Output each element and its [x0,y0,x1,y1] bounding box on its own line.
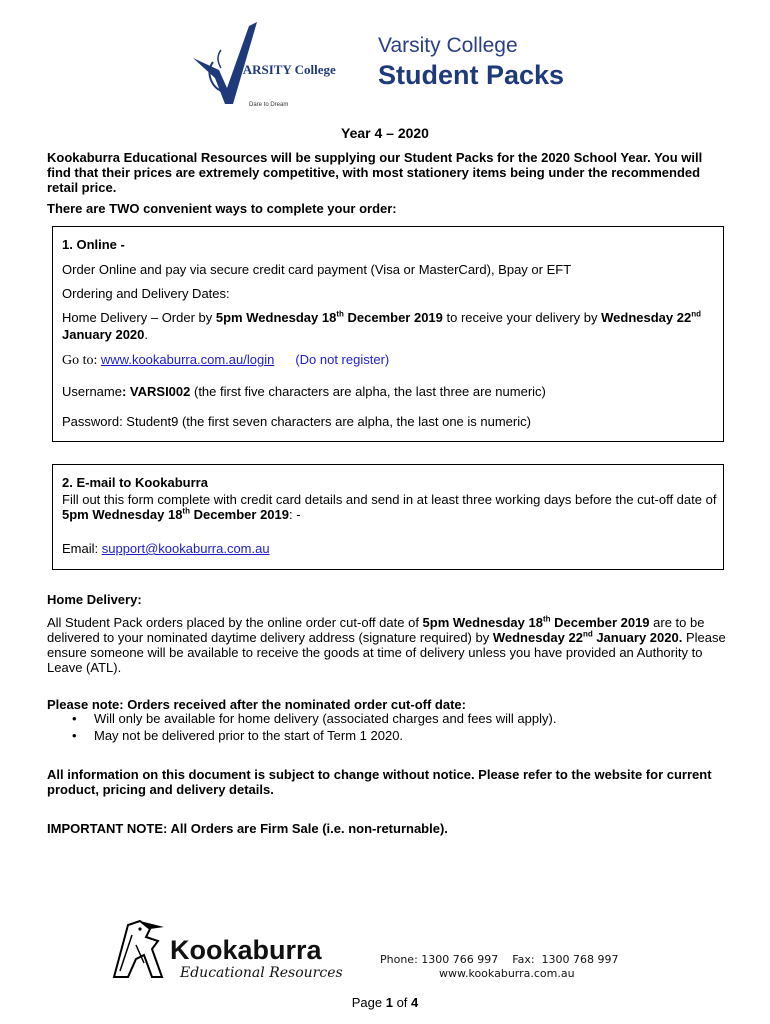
delivery-arrival-date: Wednesday 22nd January 2020 [62,309,701,342]
email-order-box [52,464,724,570]
do-not-register-note: (Do not register) [295,352,390,367]
email-text-a: Fill out this form complete with credit card details and send in at least three working days before the cut-off date of [62,492,717,507]
username-line [62,384,712,399]
password-line: Password: Student9 (the first seven characters are alpha, the last one is numeric) [62,414,531,429]
login-link[interactable]: www.kookaburra.com.au/login [100,352,275,367]
phone-number: Phone: 1300 766 997 [380,953,499,966]
varsity-college-logo [185,18,336,110]
list-item-text: May not be delivered prior to the start of Term 1 2020. [94,728,404,743]
online-dates-label: Ordering and Delivery Dates: [62,286,230,301]
late-orders-list [47,711,727,745]
intro-paragraph: Kookaburra Educational Resources will be supplying our Student Packs for the 2020 School Year. You will find that their prices are extremely competitive, with most stationery items being under the recommended retail price. [47,150,703,195]
online-payment-line: Order Online and pay via secure credit card payment (Visa or MasterCard), Bpay or EFT [62,262,572,277]
delivery-text-d: to receive your delivery by [442,310,602,325]
delivery-cutoff-date: 5pm Wednesday 18th December 2019 [215,309,443,325]
online-delivery-text: Home Delivery – Order by 5pm Wednesday 18th December 2019 to receive your delivery by Wednesday 22nd January 2020. [62,309,701,342]
goto-label: Go to: [62,353,101,368]
fax-number: Fax: 1300 768 997 [512,953,619,966]
username-value: : VARSI002 [121,384,191,399]
home-delivery-paragraph: All Student Pack orders placed by the online order cut-off date of 5pm Wednesday 18th December 2019 are to be delivered to your nominated daytime delivery address (signature required) by Wednesday 22nd January 2020. Please ensure someone will be available to receive the goods at time of delivery unless you have provided an Authority to Leave (ATL). [47,614,726,675]
order-ways-heading: There are TWO convenient ways to complete your order: [47,201,397,216]
goto-line [62,352,712,368]
email-cutoff-date: 5pm Wednesday 18th December 2019 [62,506,289,522]
email-line [62,541,712,556]
username-note: (the first five characters are alpha, the last three are numeric) [190,384,546,399]
online-order-box [52,226,724,442]
support-email-link[interactable]: support@kookaburra.com.au [101,541,270,556]
list-item [47,728,727,745]
email-instructions: Fill out this form complete with credit card details and send in at least three working days before the cut-off date of 5pm Wednesday 18th December 2019: - [62,492,717,522]
logo-tagline: Dare to Dream [249,102,289,108]
home-delivery-heading: Home Delivery: [47,592,142,607]
contact-info [380,953,680,981]
late-orders-heading: Please note: Orders received after the nominated order cut-off date: [47,697,466,712]
header-title-line2: Student Packs [378,60,565,90]
logo-varsity-text: VARSITY College [235,62,336,77]
kookaburra-logo [106,915,356,985]
header-title [378,33,618,91]
page-number: Page 1 of 4 [351,995,419,1010]
list-item-text: Will only be available for home delivery (associated charges and fees will apply). [94,711,557,726]
email-heading: 2. E-mail to Kookaburra [62,475,208,490]
header-title-line1: Varsity College [378,34,518,57]
list-item [47,711,727,728]
page-title: Year 4 – 2020 [341,125,429,141]
important-note: IMPORTANT NOTE: All Orders are Firm Sale (i.e. non-returnable). [47,821,448,836]
footer-website: www.kookaburra.com.au [439,967,575,980]
delivery-text-a: Home Delivery – Order by [62,310,216,325]
bullet-icon: • [72,711,77,726]
username-label: Username [62,384,122,399]
footer-logo-word2: Educational Resources [180,965,343,981]
email-label: Email: [62,541,102,556]
bullet-icon: • [72,728,77,743]
disclaimer-paragraph: All information on this document is subject to change without notice. Please refer to the website for current product, pricing and delivery details. [47,767,712,797]
footer-logo-word1: Kookaburra [170,935,322,965]
online-heading: 1. Online - [62,237,125,252]
